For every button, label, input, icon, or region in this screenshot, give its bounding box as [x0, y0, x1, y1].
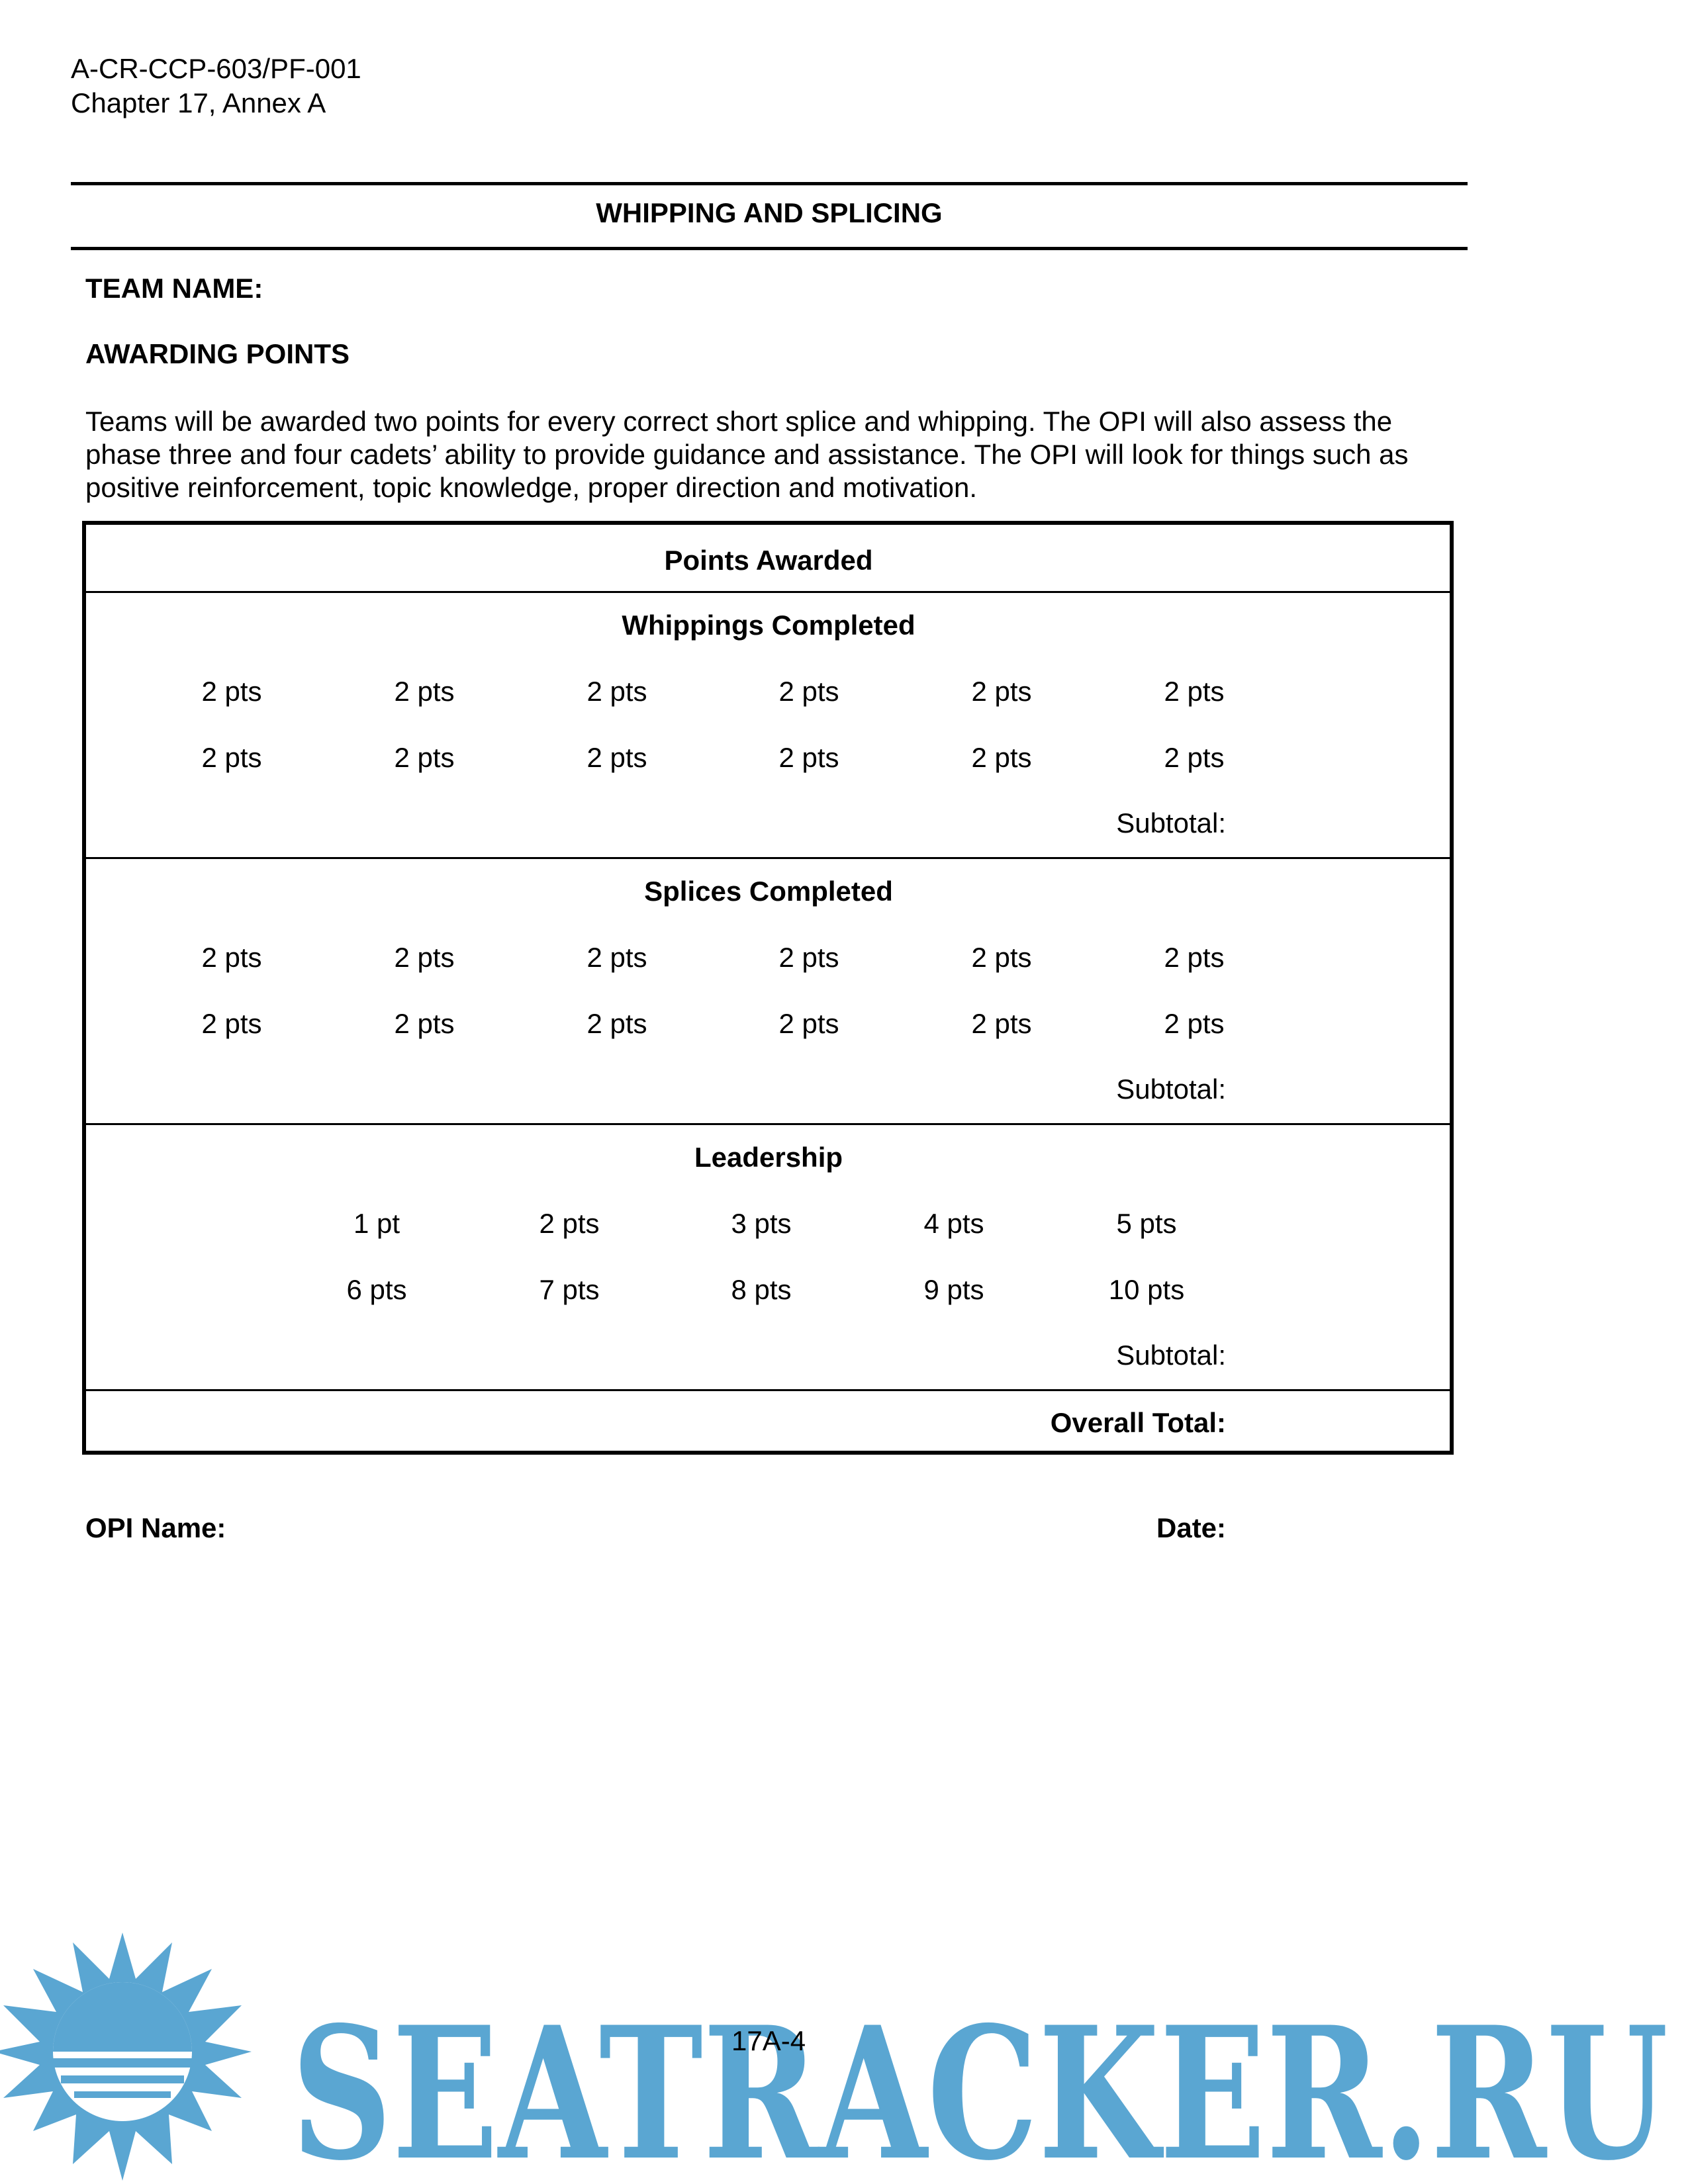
splices-heading: Splices Completed	[644, 876, 893, 907]
splice-points: 2 pts	[971, 942, 1032, 973]
splice-points: 2 pts	[778, 1008, 839, 1039]
whippings-heading: Whippings Completed	[622, 610, 915, 641]
whipping-points: 2 pts	[394, 742, 455, 773]
doc-number: A-CR-CCP-603/PF-001	[71, 53, 361, 84]
whipping-points: 2 pts	[201, 742, 262, 773]
leadership-points: 1 pt	[353, 1208, 400, 1239]
sun-logo	[0, 1933, 252, 2181]
splice-points: 2 pts	[971, 1008, 1032, 1039]
whipping-points: 2 pts	[778, 676, 839, 707]
leadership-heading: Leadership	[694, 1142, 843, 1173]
leadership-points: 3 pts	[731, 1208, 792, 1239]
page-title: WHIPPING AND SPLICING	[596, 197, 943, 228]
overall-total-label: Overall Total:	[1050, 1407, 1226, 1438]
chapter-reference: Chapter 17, Annex A	[71, 87, 326, 118]
whipping-points: 2 pts	[971, 742, 1032, 773]
date-label: Date:	[1156, 1512, 1227, 1543]
splice-points: 2 pts	[394, 942, 455, 973]
whipping-points: 2 pts	[1164, 742, 1225, 773]
points-awarded-heading: Points Awarded	[664, 545, 873, 576]
leadership-points: 6 pts	[346, 1274, 407, 1305]
whipping-points: 2 pts	[586, 676, 647, 707]
table-divider	[86, 591, 1450, 593]
leadership-points: 8 pts	[731, 1274, 792, 1305]
splice-points: 2 pts	[586, 942, 647, 973]
splice-points: 2 pts	[1164, 1008, 1225, 1039]
whipping-points: 2 pts	[394, 676, 455, 707]
table-divider	[86, 857, 1450, 859]
instructions-paragraph: Teams will be awarded two points for every correct short splice and whipping. The OPI will also assess the phase three and four cadets’ ability to provide guidance and assistance. The OPI will look for things such as positive reinforcement, topic knowledge, proper direction and motivation.	[85, 406, 1409, 503]
document-id	[71, 52, 361, 120]
points-table	[82, 521, 1454, 1455]
leadership-points: 5 pts	[1116, 1208, 1177, 1239]
leadership-points: 7 pts	[539, 1274, 600, 1305]
awarding-points-heading: AWARDING POINTS	[85, 338, 350, 369]
whipping-points: 2 pts	[971, 676, 1032, 707]
whippings-subtotal-label: Subtotal:	[1116, 807, 1226, 839]
whipping-points: 2 pts	[201, 676, 262, 707]
leadership-points: 9 pts	[923, 1274, 984, 1305]
whipping-points: 2 pts	[1164, 676, 1225, 707]
splice-points: 2 pts	[586, 1008, 647, 1039]
splice-points: 2 pts	[201, 942, 262, 973]
title-bottom-rule	[71, 247, 1468, 250]
splice-points: 2 pts	[394, 1008, 455, 1039]
splice-points: 2 pts	[201, 1008, 262, 1039]
leadership-points: 2 pts	[539, 1208, 600, 1239]
page-number: 17A-4	[731, 2025, 806, 2056]
opi-name-label: OPI Name:	[85, 1512, 226, 1543]
whipping-points: 2 pts	[778, 742, 839, 773]
splice-points: 2 pts	[778, 942, 839, 973]
splice-points: 2 pts	[1164, 942, 1225, 973]
watermark-text: SEATRACKER.RU	[291, 1987, 1668, 2184]
leadership-points: 4 pts	[923, 1208, 984, 1239]
leadership-points: 10 pts	[1108, 1274, 1185, 1305]
table-divider	[86, 1389, 1450, 1391]
watermark	[0, 1933, 1688, 2184]
title-top-rule	[71, 182, 1468, 185]
splices-subtotal-label: Subtotal:	[1116, 1073, 1226, 1105]
leadership-subtotal-label: Subtotal:	[1116, 1340, 1226, 1371]
whipping-points: 2 pts	[586, 742, 647, 773]
team-name-label: TEAM NAME:	[85, 273, 263, 304]
table-divider	[86, 1123, 1450, 1125]
